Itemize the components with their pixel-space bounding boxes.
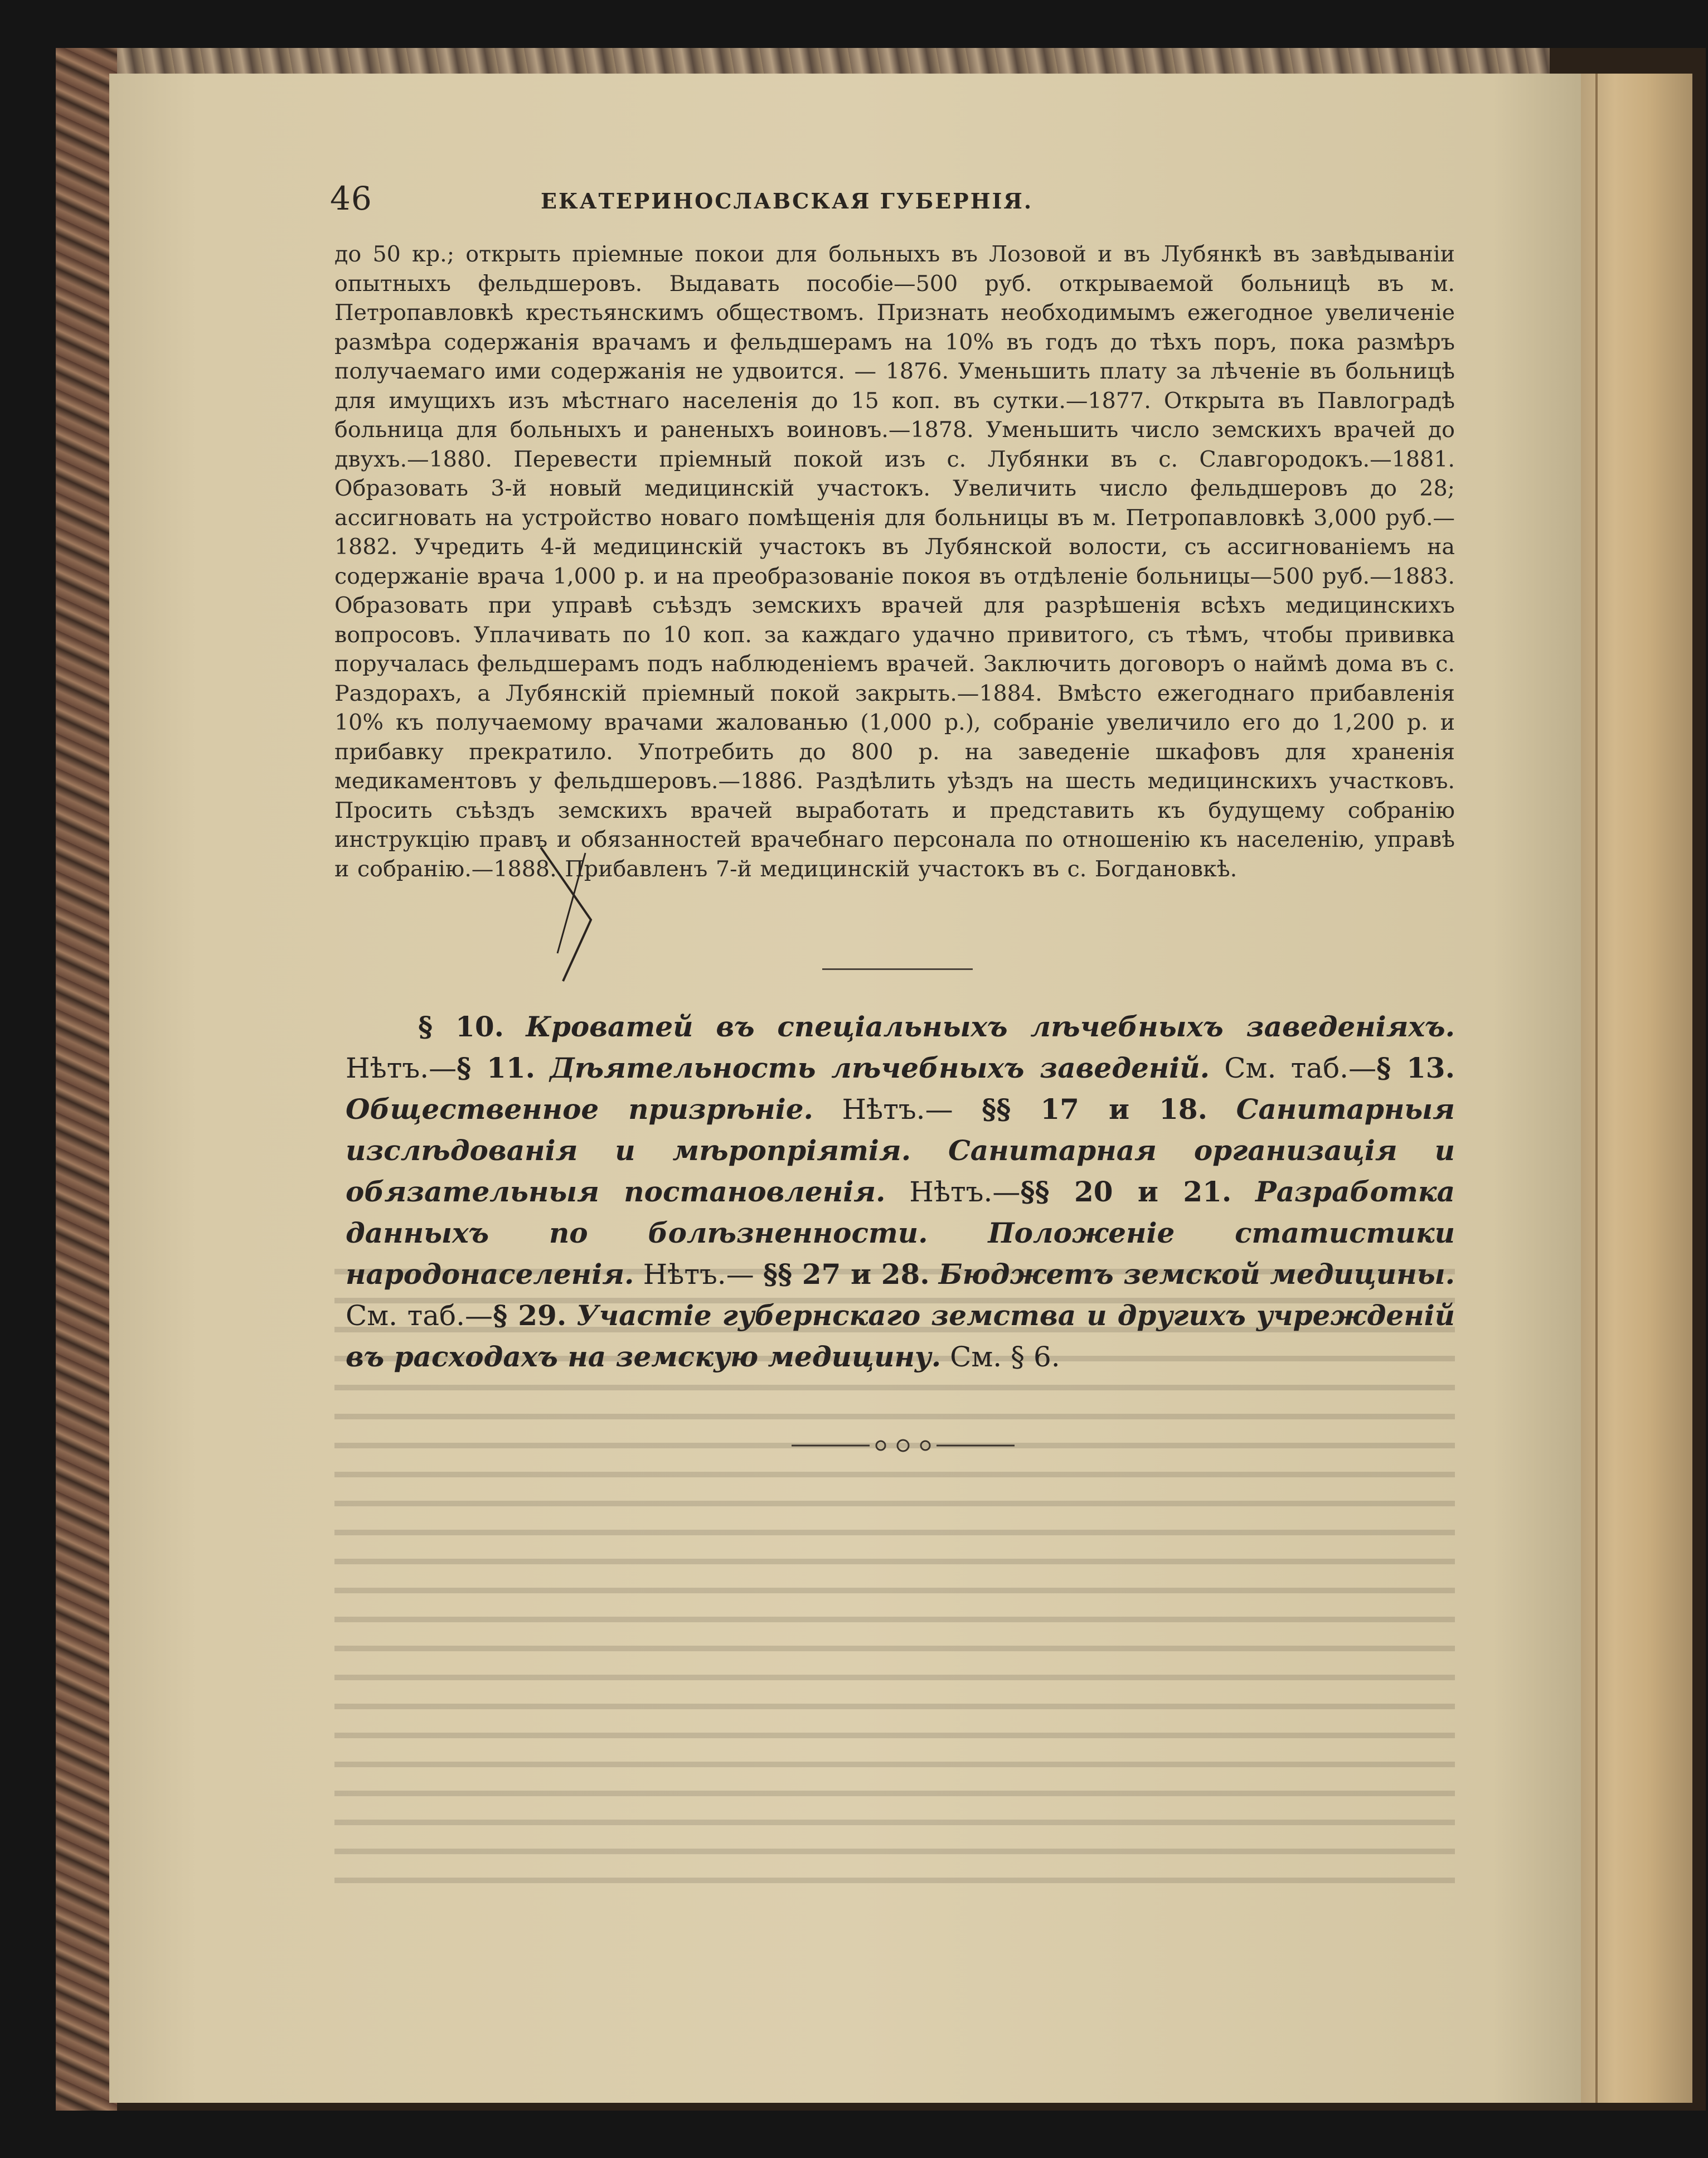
section-10-title: Кроватей въ спеціальныхъ лѣчебныхъ заведеніяхъ. <box>526 1010 1455 1043</box>
section-17-number: §§ 17 и 18. <box>982 1093 1208 1126</box>
section-13-value: Нѣтъ.— <box>842 1093 953 1126</box>
section-13-title: Общественное призрѣніе. <box>346 1093 813 1126</box>
section-11-number: § 11. <box>457 1051 536 1084</box>
section-17-value: Нѣтъ.— <box>909 1176 1021 1208</box>
section-27-number: §§ 27 и 28. <box>763 1258 930 1291</box>
running-title: ЕКАТЕРИНОСЛАВСКАЯ ГУБЕРНІЯ. <box>541 188 1033 214</box>
section-20-number: §§ 20 и 21. <box>1020 1175 1232 1208</box>
section-divider <box>822 968 973 970</box>
section-29-value: См. § 6. <box>950 1341 1060 1373</box>
section-10-number: § 10. <box>418 1010 504 1043</box>
section-29-title: Участіе губернскаго земства и другихъ учрежденій въ расходахъ на земскую медицину. <box>346 1299 1455 1373</box>
book-spine <box>56 48 117 2111</box>
section-27-value: См. таб.— <box>346 1299 493 1332</box>
section-17-title: Санитарныя изслѣдованія и мѣропріятія. Санитарная организація и обязательныя постановленія. <box>346 1093 1455 1208</box>
page-header <box>330 180 1071 219</box>
section-20-value: Нѣтъ.— <box>643 1258 754 1291</box>
pen-mark-icon <box>524 842 647 987</box>
ornament-divider-icon <box>792 1437 1015 1454</box>
section-20-title: Разработка данныхъ по болѣзненности. Положеніе статистики народонаселенія. <box>346 1175 1455 1291</box>
section-11-title: Дѣятельность лѣчебныхъ заведеній. <box>550 1051 1210 1084</box>
page-number: 46 <box>330 180 372 217</box>
main-paragraph: до 50 кр.; открыть пріемные покои для больныхъ въ Лозовой и въ Лубянкѣ въ завѣдываніи опытныхъ фельдшеровъ. Выдавать пособіе—500 руб. открываемой больницѣ въ м. Петропавловкѣ крестьянскимъ обществомъ. Признать необходимымъ ежегодное увеличеніе размѣра содержанія врачамъ и фельдшерамъ на 10% въ годъ до тѣхъ поръ, пока размѣръ получаемаго ими содержанія не удвоится. — 1876. Уменьшить плату за лѣченіе въ больницѣ для имущихъ изъ мѣстнаго населенія до 15 коп. въ сутки.—1877. Открыта въ Павлоградѣ больница для больныхъ и раненыхъ воиновъ.—1878. Уменьшить число земскихъ врачей до двухъ.—1880. Перевести пріемный покой изъ с. Лубянки въ с. Славгородокъ.—1881. Образовать 3-й новый медицинскій участокъ. Увеличить число фельдшеровъ до 28; ассигновать на устройство новаго помѣщенія для больницы въ м. Петропавловкѣ 3,000 руб.—1882. Учредить 4-й медицинскій участокъ въ Лубянской волости, съ ассигнованіемъ на содержаніе врача 1,000 р. и на преобразованіе покоя въ отдѣленіе больницы—500 руб.—1883. Образовать при управѣ съѣздъ земскихъ врачей для разрѣшенія всѣхъ медицинскихъ вопросовъ. Уплачивать по 10 коп. за каждаго удачно привитого, съ тѣмъ, чтобы прививка поручалась фельдшерамъ подъ наблюденіемъ врачей. Заключить договоръ о наймѣ дома въ с. Раздорахъ, а Лубянскій пріемный покой закрыть.—1884. Вмѣсто ежегоднаго прибавленія 10% къ получаемому врачами жалованью (1,000 р.), собраніе увеличило его до 1,200 р. и прибавку прекратило. Употребить до 800 р. на заведеніе шкафовъ для храненія медикаментовъ у фельдшеровъ.—1886. Раздѣлить уѣздъ на шесть медицинскихъ участковъ. Просить съѣздъ земскихъ врачей выработать и представить къ будущему собранію инструкцію правъ и обязанностей врачебнаго персонала по отношенію къ населенію, управѣ и собранію.—1888. Прибавленъ 7-й медицинскій участокъ въ с. Богдановкѣ. <box>334 241 1455 882</box>
section-27-title: Бюджетъ земской медицины. <box>938 1258 1455 1291</box>
sections-paragraph <box>346 1006 1455 1378</box>
section-11-value: См. таб.— <box>1224 1052 1377 1084</box>
section-10-value: Нѣтъ.— <box>346 1052 457 1084</box>
page-edges <box>1581 74 1692 2103</box>
section-29-number: § 29. <box>493 1299 567 1332</box>
section-13-number: § 13. <box>1376 1051 1455 1084</box>
